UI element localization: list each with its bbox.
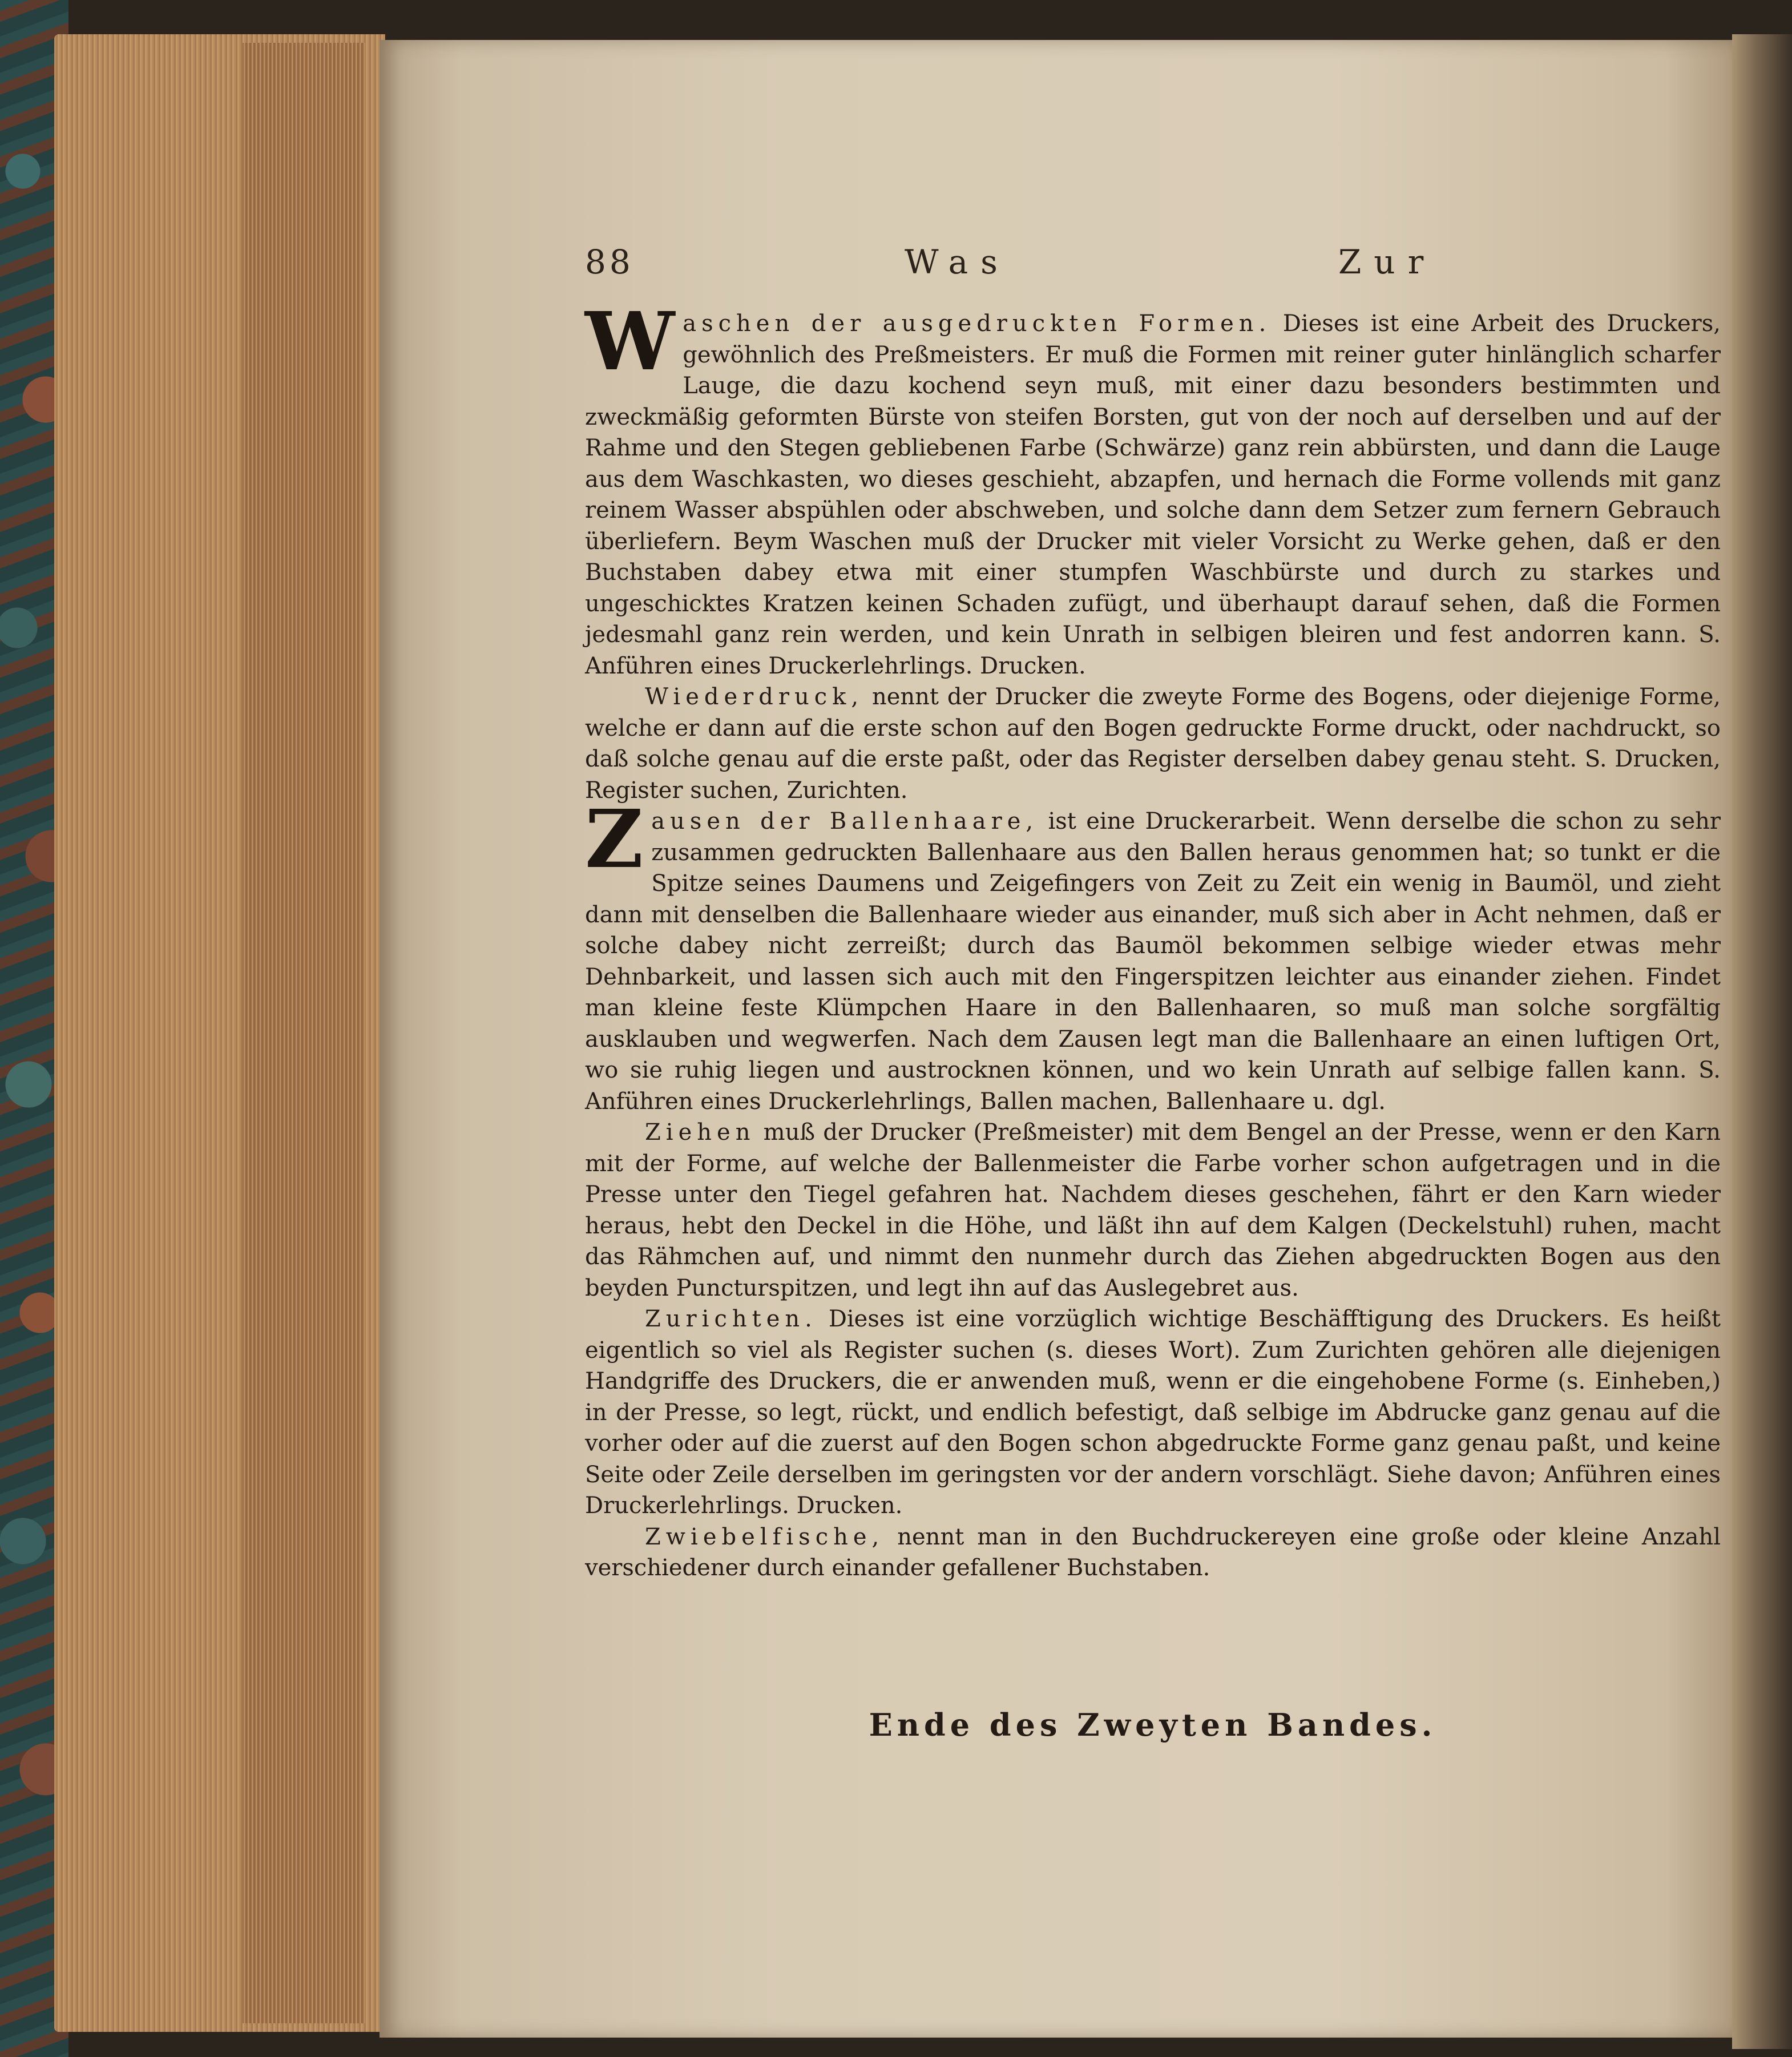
entry-headword: Wiederdruck, [645,684,864,710]
entry-headword: Zwiebelfische, [645,1523,885,1550]
running-header [585,243,1444,294]
entry-waschen [585,295,1721,681]
header-left-word: Was [905,243,1010,281]
entry-headword: Zurichten. [645,1306,817,1332]
entry-headword: ausen der Ballenhaare, [651,808,1039,834]
entry-ziehen [585,1117,1721,1304]
entry-body: Dieses ist eine vorzüglich wichtige Beschäfftigung des Druckers. Es heißt eigentlich so viel als Register suchen (s. dieses Wort). Zum Zurichten gehören alle diejenigen Handgriffe des Druckers, die er anwenden muß, wenn er die eingehobene Forme (s. Einheben,) in der Presse, so legt, rückt, und endlich befestigt, daß selbige im Abdrucke ganz genau auf die vorher oder auf die zuerst auf den Bogen schon abgedruckte Forme ganz genau paßt, und keine Seite oder Zeile derselben im geringsten vor der andern vorschlägt. Siehe davon; Anführen eines Druckerlehrlings. Drucken. [585,1306,1721,1519]
entry-body: muß der Drucker (Preßmeister) mit dem Bengel an der Presse, wenn er den Karn mit der Forme, auf welche der Ballenmeister die Farbe vorher schon aufgetragen und in die Presse unter den Tiegel gefahren hat. Nachdem dieses geschehen, fährt er den Karn wieder heraus, hebt den Deckel in die Höhe, und läßt ihn auf dem Kalgen (Deckelstuhl) ruhen, macht das Rähmchen auf, und nimmt den nunmehr durch das Ziehen abgedruckten Bogen aus den beyden Puncturspitzen, und legt ihn auf das Auslegebret aus. [585,1119,1721,1301]
entry-zausen [585,793,1721,1117]
header-right-word: Zur [1338,243,1436,281]
volume-end-line: Ende des Zweyten Bandes. [869,1707,1437,1743]
drop-cap: W [585,295,675,389]
drop-cap: Z [585,793,644,886]
entry-body: Dieses ist eine Arbeit des Druckers, gewöhnlich des Preßmeisters. Er muß die Formen mit reiner guter hinlänglich scharfer Lauge, die dazu kochend seyn muß, mit einer dazu besonders bestimmten und zweckmäßig geformten Bürste von steifen Borsten, gut von der noch auf derselben und auf der Rahme und den Stegen gebliebenen Farbe (Schwärze) ganz rein abbürsten, und dann die Lauge aus dem Waschkasten, wo dieses geschieht, abzapfen, und hernach die Forme vollends mit ganz reinem Wasser abspühlen oder abschweben, und solche dann dem Setzer zum fernern Gebrauch überliefern. Beym Waschen muß der Drucker mit vieler Vorsicht zu Werke gehen, daß er den Buchstaben dabey etwa mit einer stumpfen Waschbürste und durch zu starkes und ungeschicktes Kratzen keinen Schaden zufügt, und überhaupt darauf sehen, daß die Formen jedesmahl ganz rein werden, und kein Unrath in selbigen bleiren und fest andorren kann. S. Anführen eines Druckerlehrlings. Drucken. [585,310,1721,679]
page-block-shadow [243,43,365,2023]
entry-zwiebelfische [585,1522,1721,1584]
entry-body: nennt der Drucker die zweyte Forme des Bogens, oder diejenige Forme, welche er dann auf die erste schon auf den Bogen gedruckte Forme druckt, oder nachdruckt, so daß solche genau auf die erste paßt, oder das Register derselben dabey genau steht. S. Drucken, Register suchen, Zurichten. [585,684,1721,804]
page-number: 88 [585,243,634,281]
dictionary-text [585,295,1721,1584]
entry-body: ist eine Druckerarbeit. Wenn derselbe die schon zu sehr zusammen gedruckten Ballenhaare aus den Ballen heraus genommen hat; so tunkt er die Spitze seines Daumens und Zeigefingers von Zeit zu Zeit ein wenig in Baumöl, und zieht dann mit denselben die Ballenhaare wieder aus einander, muß sich aber in Acht nehmen, daß er solche dabey nicht zerreißt; durch das Baumöl bekommen selbige wieder etwas mehr Dehnbarkeit, und lassen sich auch mit den Fingerspitzen leichter aus einander ziehen. Findet man kleine feste Klümpchen Haare in den Ballenhaaren, so muß man solche sorgfältig ausklauben und wegwerfen. Nach dem Zausen legt man die Ballenhaare an einen luftigen Ort, wo sie ruhig liegen und austrocknen können, und wo kein Unrath auf selbige fallen kann. S. Anführen eines Druckerlehrlings, Ballen machen, Ballenhaare u. dgl. [585,808,1721,1115]
right-page-edge [1732,34,1792,2049]
entry-headword: Ziehen [645,1119,756,1146]
entry-headword: aschen der ausgedruckten Formen. [683,310,1272,337]
entry-body: nennt man in den Buchdruckereyen eine große oder kleine Anzahl verschiedener durch einander gefallener Buchstaben. [585,1523,1721,1581]
entry-zurichten [585,1304,1721,1522]
entry-wiederdruck [585,681,1721,806]
